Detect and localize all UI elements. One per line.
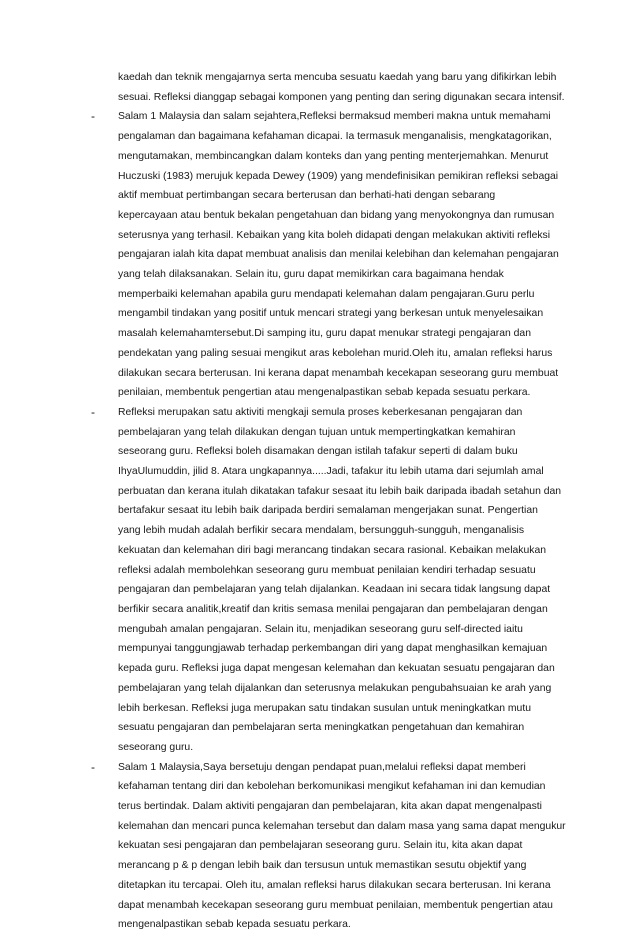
text-line: sesuai. Refleksi dianggap sebagai komponen yang penting dan sering digunakan secara intensif. (118, 91, 565, 103)
text-line: mengambil tindakan yang positif untuk mencari strategi yang berkesan untuk menyelesaikan (118, 308, 544, 320)
text-line: aktif membuat pertimbangan secara berterusan dan berhati-hati dengan sebarang (118, 190, 496, 202)
text-line: kefahaman tentang diri dan kebolehan berkomunikasi mengikut kefahaman ini dan kemudian (118, 781, 546, 793)
text-line: kekuatan dan kelemahan diri bagi merancang tindakan secara rasional. Kebaikan melakukan (118, 544, 547, 556)
text-line: pembelajaran yang telah dilakukan dengan tujuan untuk mempertingkatkan kemahiran (118, 426, 516, 438)
text-line: kepada guru. Refleksi juga dapat mengesan kelemahan dan kekuatan sesuatu pengajaran dan (118, 663, 555, 675)
text-line: kelemahan dan mencari punca kelemahan tersebut dan dalam masa yang sama dapat mengukur (118, 820, 566, 832)
text-line: kaedah dan teknik mengajarnya serta mencuba sesuatu kaedah yang baru yang difikirkan lebih (118, 72, 557, 83)
bullet-paragraph (91, 758, 573, 935)
bullet-marker: - (91, 759, 95, 774)
text-line: masalah kelemahamtersebut.Di samping itu, guru dapat menukar strategi pengajaran dan (118, 328, 531, 340)
text-line: mengubah amalan pengajaran. Selain itu, menjadikan seseorang guru self-directed iaitu (118, 623, 523, 635)
text-line: memperbaiki kelemahan apabila guru mendapati kelemahan dalam pengajaran.Guru perlu (118, 288, 535, 300)
text-line: Refleksi merupakan satu aktiviti mengkaji semula proses keberkesanan pengajaran dan (118, 406, 523, 418)
text-line: sesuatu pengajaran dan pembelajaran serta meningkatkan pengetahuan dan kemahiran (118, 722, 525, 734)
bullet-paragraph (91, 403, 573, 758)
text-line: merancang p & p dengan lebih baik dan tersusun untuk memastikan sesutu objektif yang (118, 860, 527, 872)
text-line: mengutamakan, membincangkan dalam konteks dan yang penting menterjemahkan. Menurut (118, 150, 549, 162)
text-line: pengajaran dan pembelajaran yang telah dijalankan. Keadaan ini secara tidak langsung dapat (118, 584, 551, 596)
text-line: dilakukan secara berterusan. Ini kerana dapat menambah kecekapan seseorang guru membuat (118, 367, 559, 379)
text-line: seseorang guru. (118, 741, 194, 753)
bullet-marker: - (91, 404, 95, 419)
document-body (91, 68, 573, 935)
continuation-paragraph (118, 68, 573, 107)
text-line: pembelajaran yang telah dijalankan dan seterusnya melakukan pengubahsuaian ke arah yang (118, 682, 552, 694)
text-line: pengalaman dan bagaimana kefahaman dicapai. Ia termasuk menganalisis, mengkatagorikan, (118, 131, 552, 143)
text-line: Salam 1 Malaysia,Saya bersetuju dengan pendapat puan,melalui refleksi dapat memberi (118, 761, 526, 773)
text-line: yang lebih mudah adalah berfikir secara mendalam, bersungguh-sungguh, menganalisis (118, 525, 525, 537)
text-line: yang telah dilaksanakan. Selain itu, guru dapat memikirkan cara bagaimana hendak (118, 269, 504, 281)
text-line: perbuatan dan kerana itulah dikatakan tafakur sesaat itu lebih baik daripada ibadah setahun dan (118, 485, 562, 497)
text-line: pendekatan yang paling sesuai mengikut aras kebolehan murid.Oleh itu, amalan refleksi harus (118, 347, 553, 359)
text-line: kepercayaan atau bentuk bekalan pengetahuan dan bidang yang menyokongnya dan rumusan (118, 209, 555, 221)
text-line: mempunyai tanggungjawab terhadap perkembangan diri yang dapat menghasilkan kemajuan (118, 643, 548, 655)
text-line: IhyaUlumuddin, jilid 8. Atara ungkapannya.....Jadi, tafakur itu lebih utama dari sejumlah amal (118, 466, 544, 478)
text-line: seseorang guru. Refleksi boleh disamakan dengan istilah tafakur seperti di dalam buku (118, 446, 518, 458)
text-line: pengajaran ialah kita dapat membuat analisis dan menilai kelebihan dan kelemahan pengajaran (118, 249, 559, 261)
text-line: lebih berkesan. Refleksi juga merupakan satu tindakan susulan untuk meningkatkan mutu (118, 702, 531, 714)
text-line: berfikir secara analitik,kreatif dan kritis semasa menilai pengajaran dan pembelajaran dengan (118, 603, 548, 615)
bullet-paragraph (91, 107, 573, 403)
text-line: Salam 1 Malaysia dan salam sejahtera,Refleksi bermaksud memberi makna untuk memahami (118, 111, 551, 123)
text-line: seterusnya yang terhasil. Kebaikan yang kita boleh didapati dengan melakukan aktiviti refleksi (118, 229, 551, 241)
text-line: bertafakur sesaat itu lebih baik daripada berdiri semalaman mengerjakan sunat. Pengertian (118, 505, 538, 517)
text-line: dapat menambah kecekapan seseorang guru membuat penilaian, membentuk pengertian atau (118, 899, 553, 911)
text-line: ditetapkan itu tercapai. Oleh itu, amalan refleksi harus dilakukan secara berterusan. Ini kerana (118, 879, 551, 891)
text-line: Huczuski (1983) merujuk kepada Dewey (1909) yang mendefinisikan pemikiran refleksi sebagai (118, 170, 559, 182)
text-line: refleksi adalah membolehkan seseorang guru membuat penilaian kendiri terhadap sesuatu (118, 564, 536, 576)
text-line: penilaian, membentuk pengertian atau mengenalpastikan sebab kepada sesuatu perkara. (118, 387, 531, 399)
bullet-marker: - (91, 109, 95, 124)
text-line: mengenalpastikan sebab kepada sesuatu perkara. (118, 919, 351, 931)
text-line: kekuatan sesi pengajaran dan pembelajaran seseorang guru. Selain itu, kita akan dapat (118, 840, 523, 852)
text-line: terus bertindak. Dalam aktiviti pengajaran dan pembelajaran, kita akan dapat mengenalpasti (118, 801, 542, 813)
